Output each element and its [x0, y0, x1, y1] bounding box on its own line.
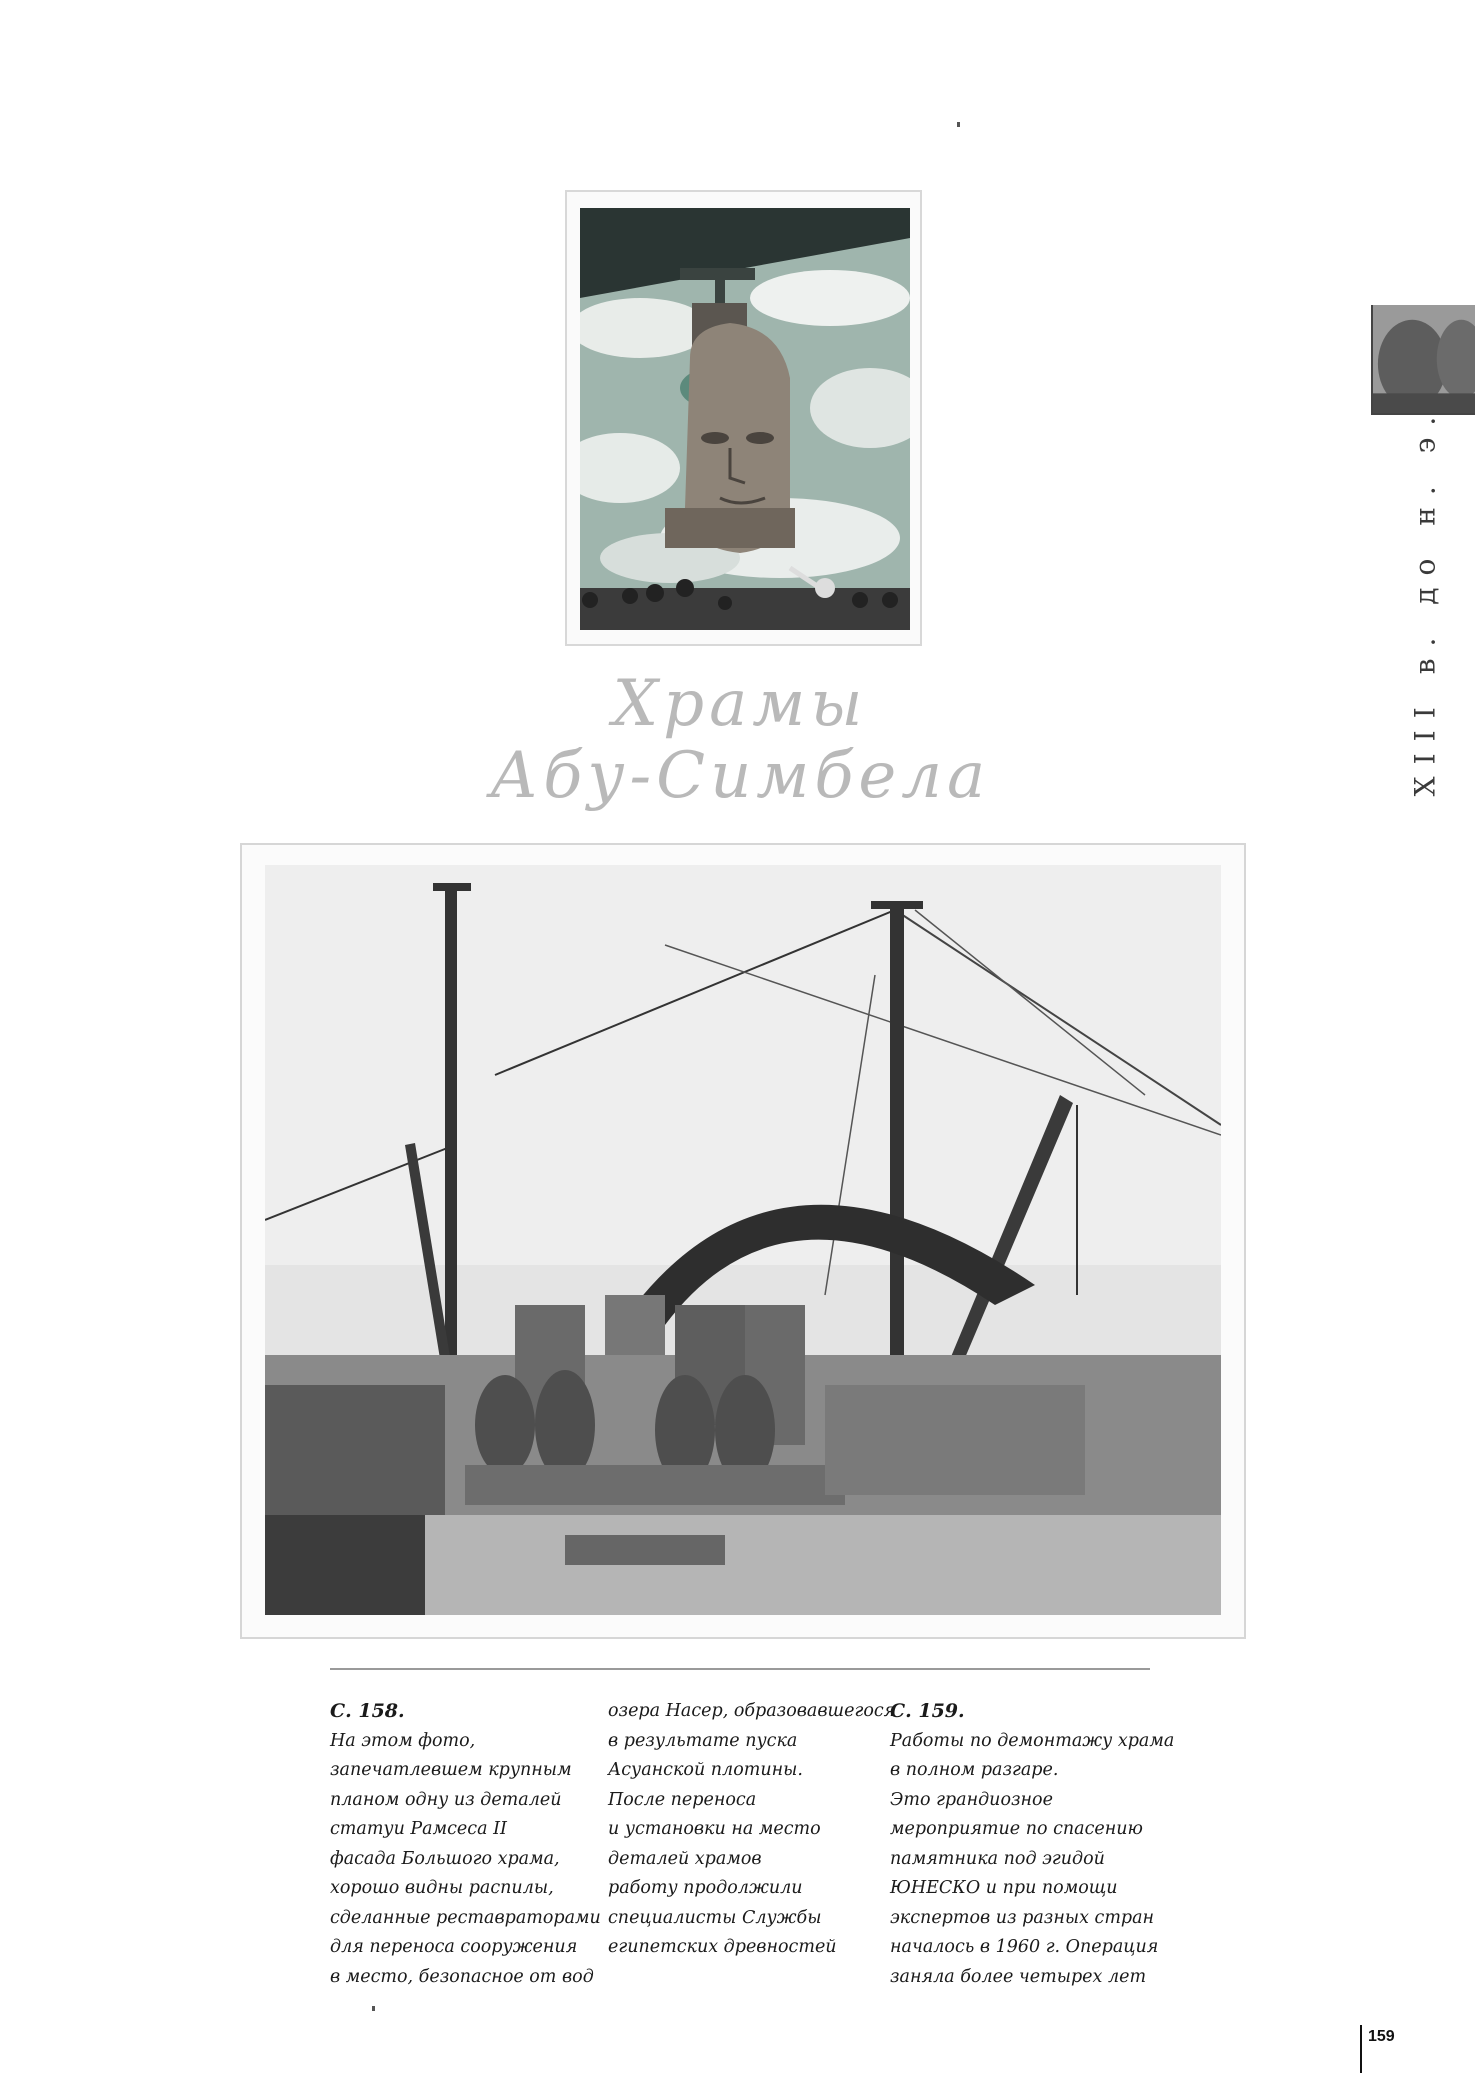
scan-speck	[372, 2006, 375, 2011]
main-photo-temple-dismantling	[265, 865, 1221, 1615]
top-photo-lifted-head	[580, 208, 910, 630]
chapter-thumbnail	[1371, 305, 1475, 415]
caption-right	[890, 1697, 1174, 1992]
caption-middle	[608, 1697, 895, 1963]
page-number: 159	[1360, 2025, 1395, 2073]
title-line-2: Абу-Симбела	[489, 739, 991, 813]
page-title	[400, 668, 1080, 812]
caption-left-ref: С. 158.	[330, 1700, 405, 1722]
scan-speck	[957, 122, 960, 127]
caption-middle-text: озера Насер, образовавшегося в результате пуска Асуанской плотины. После переноса и установки на место деталей храмов работу продолжили специалисты Службы египетских древностей	[608, 1701, 896, 1957]
caption-divider	[330, 1668, 1150, 1670]
caption-left-text: На этом фото, запечатлевшем крупным планом одну из деталей статуи Рамсеса II фасада Большого храма, хорошо видны распилы, сделанные реставраторами для переноса сооружения в место, безопасное от вод	[330, 1730, 601, 1987]
title-line-1: Храмы	[612, 667, 868, 741]
chapter-date-label: XIII в. до н. э.	[1408, 404, 1442, 796]
caption-right-ref: С. 159.	[890, 1700, 965, 1722]
caption-left	[330, 1697, 601, 1992]
caption-right-text: Работы по демонтажу храма в полном разгаре. Это грандиозное мероприятие по спасению памятника под эгидой ЮНЕСКО и при помощи экспертов из разных стран началось в 1960 г. Операция заняла более четырех лет	[890, 1730, 1175, 1987]
chapter-side-tab	[1395, 404, 1455, 796]
